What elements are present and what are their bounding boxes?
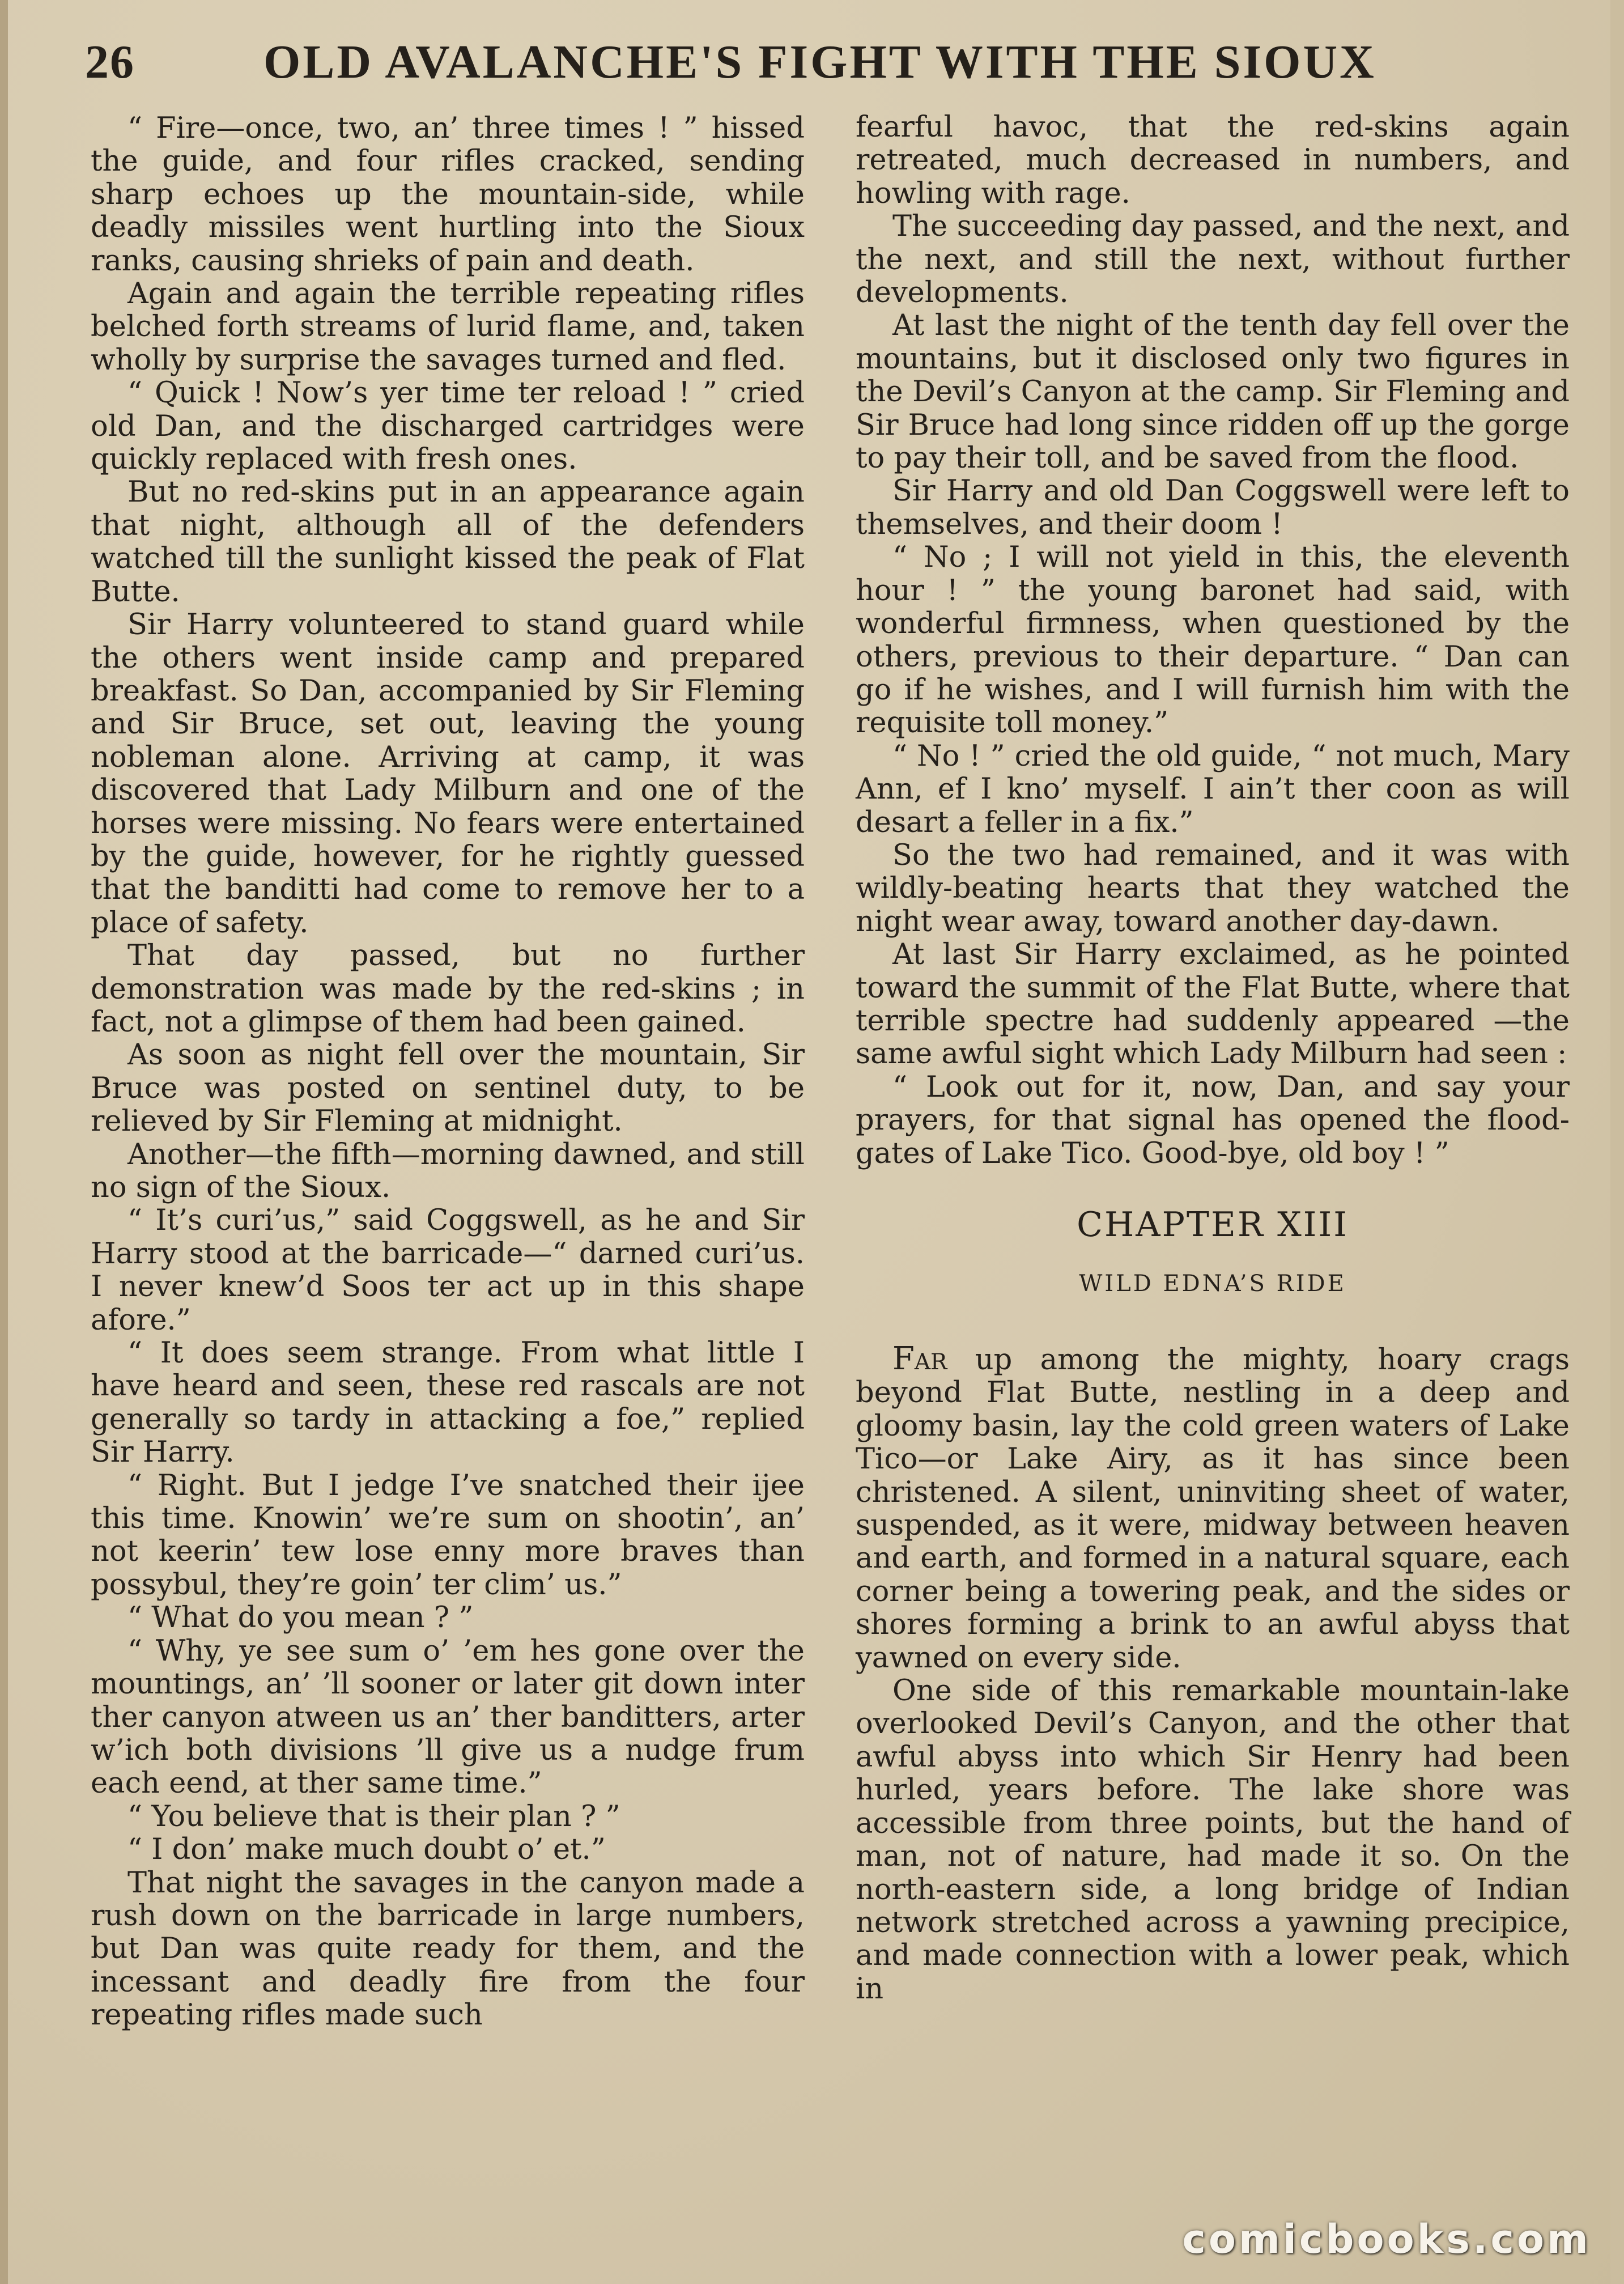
- page-left-edge: [0, 0, 8, 2284]
- paragraph: “ Quick ! Now’s yer time ter reload ! ” cried old Dan, and the discharged cartridges were quickly replaced with fresh ones.: [91, 376, 805, 477]
- opening-word: Far: [892, 1340, 947, 1377]
- paragraph: One side of this remarkable mountain-lake overlooked Devil’s Canyon, and the other that awful abyss into which Sir Henry had been hurled, years before. The lake shore was accessible from three points, but the hand of man, not of nature, had made it so. On the north-eastern side, a long bridge of Indian network stretched across a yawning precipice, and made connection with a lower peak, which in: [856, 1674, 1570, 2006]
- page-header: [85, 31, 1615, 99]
- paragraph: But no red-skins put in an appearance again that night, although all of the defenders watched till the sunlight kissed the peak of Flat Butte.: [91, 476, 805, 609]
- paragraph: “ What do you mean ? ”: [127, 1601, 474, 1635]
- paragraph: “ No ; I will not yield in this, the eleventh hour ! ” the young baronet had said, with wonderful firmness, when questioned by the others, previous to their departure. “ Dan can go if he wishes, and I will furnish him with the requisite toll money.”: [856, 541, 1570, 740]
- paragraph: “ Look out for it, now, Dan, and say your prayers, for that signal has opened the flood-gates of Lake Tico. Good-bye, old boy ! ”: [856, 1070, 1570, 1170]
- paragraph: As soon as night fell over the mountain, Sir Bruce was posted on sentinel duty, to be relieved by Sir Fleming at midnight.: [91, 1038, 805, 1139]
- paragraph: “ No ! ” cried the old guide, “ not much, Mary Ann, ef I kno’ myself. I ain’t ther coon as will desart a feller in a fix.”: [856, 739, 1570, 839]
- paragraph: “ Right. But I jedge I’ve snatched their ijee this time. Knowin’ we’re sum on shootin’, an’ not keerin’ tew lose enny more braves than possybul, they’re goin’ ter clim’ us.”: [91, 1468, 805, 1602]
- paragraph: So the two had remained, and it was with wildly-beating hearts that they watched the night wear away, toward another day-dawn.: [856, 838, 1570, 939]
- page-number: 26: [85, 36, 135, 88]
- chapter-subtitle: WILD EDNA’S RIDE: [1079, 1271, 1346, 1297]
- right-column: [856, 111, 1570, 2006]
- paragraph: “ Fire—once, two, an’ three times ! ” hissed the guide, and four rifles cracked, sending sharp echoes up the mountain-side, while deadly missiles went hurtling into the Sioux ranks, causing shrieks of pain and death.: [91, 112, 805, 278]
- running-title: OLD AVALANCHE'S FIGHT WITH THE SIOUX: [263, 36, 1376, 88]
- paragraph: “ I don’ make much doubt o’ et.”: [127, 1833, 606, 1867]
- chapter-opening-paragraph: [856, 1340, 1570, 1675]
- watermark-logo: comicbooks.com: [1182, 2216, 1591, 2262]
- paragraph: Sir Harry volunteered to stand guard while the others went inside camp and prepared breakfast. So Dan, accompanied by Sir Fleming and Sir Bruce, set out, leaving the young nobleman alone. Arriving at camp, it was discovered that Lady Milburn and one of the horses were missing. No fears were entertained by the guide, however, for he rightly guessed that the banditti had come to remove her to a place of safety.: [91, 608, 805, 940]
- page-right-edge: [1610, 0, 1624, 2284]
- paragraph: Sir Harry and old Dan Coggswell were left to themselves, and their doom !: [856, 474, 1570, 541]
- paragraph: That day passed, but no further demonstration was made by the red-skins ; in fact, not a glimpse of them had been gained.: [91, 939, 805, 1039]
- paragraph: At last Sir Harry exclaimed, as he pointed toward the summit of the Flat Butte, where that terrible spectre had suddenly appeared —the same awful sight which Lady Milburn had seen :: [856, 938, 1570, 1071]
- paragraph: At last the night of the tenth day fell over the mountains, but it disclosed only two figures in the Devil’s Canyon at the camp. Sir Fleming and Sir Bruce had long since ridden off up the gorge to pay their toll, and be saved from the flood.: [856, 309, 1570, 476]
- paragraph: “ You believe that is their plan ? ”: [127, 1799, 620, 1833]
- paragraph: Again and again the terrible repeating rifles belched forth streams of lurid flame, and, taken wholly by surprise the savages turned and fled.: [91, 277, 805, 377]
- left-column: [91, 112, 805, 2032]
- paragraph: That night the savages in the canyon made a rush down on the barricade in large numbers, but Dan was quite ready for them, and the incessant and deadly fire from the four repeating rifles made such: [91, 1866, 805, 2032]
- chapter-title: CHAPTER XIII: [1077, 1205, 1349, 1245]
- opening-text: up among the mighty, hoary crags beyond Flat Butte, nestling in a deep and gloomy basin, lay the cold green waters of Lake Tico—or Lake Airy, as it has since been christened. A silent, uninviting sheet of water, suspended, as it were, midway between heaven and earth, and formed in a natural square, each corner being a towering peak, and the sides or shores forming a brink to an awful abyss that yawned on every side.: [856, 1343, 1570, 1675]
- paragraph: “ Why, ye see sum o’ ’em hes gone over the mountings, an’ ’ll sooner or later git down inter ther canyon atween us an’ ther banditters, arter w’ich both divisions ’ll give us a nudge frum each eend, at ther same time.”: [91, 1634, 805, 1801]
- paragraph: “ It does seem strange. From what little I have heard and seen, these red rascals are not generally so tardy in attacking a foe,” replied Sir Harry.: [91, 1336, 805, 1470]
- paragraph: Another—the fifth—morning dawned, and still no sign of the Sioux.: [91, 1137, 805, 1204]
- paragraph: The succeeding day passed, and the next, and the next, and still the next, without further developments.: [856, 210, 1570, 310]
- paragraph: “ It’s curi’us,” said Coggswell, as he and Sir Harry stood at the barricade—“ darned curi’us. I never knew’d Soos ter act up in this shape afore.”: [91, 1204, 805, 1337]
- paragraph: fearful havoc, that the red-skins again retreated, much decreased in numbers, and howling with rage.: [856, 111, 1570, 210]
